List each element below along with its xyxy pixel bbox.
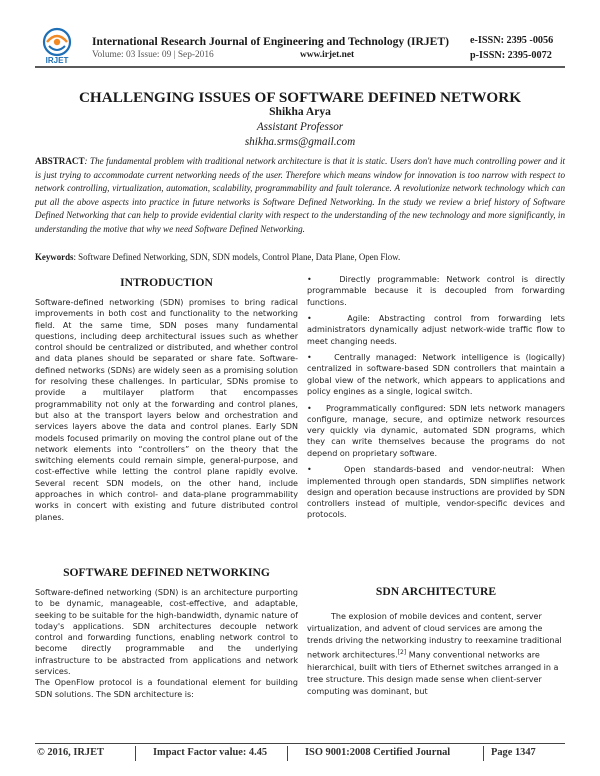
journal-title: International Research Journal of Engineering and Technology (IRJET) <box>92 35 449 48</box>
irjet-logo <box>40 27 74 65</box>
abstract-label: ABSTRACT <box>35 156 85 166</box>
p-issn: p-ISSN: 2395-0072 <box>470 50 552 61</box>
author-name: Shikha Arya <box>269 106 331 118</box>
list-item: • Agile: Abstracting control from forwarding lets administrators dynamically adjust network-wide traffic flow to meet changing needs. <box>307 314 565 346</box>
keywords-label: Keywords <box>35 252 74 262</box>
sdn-architecture-body: The explosion of mobile devices and content, server virtualization, and advent of cloud services are among the trends driving the networking industry to reexamine traditional network architectures.[2] Many conventional networks are hierarchical, built with tiers of Ethernet switches arranged in a tree structure. This design made sense when client-server computing was dominant, but <box>307 612 562 697</box>
introduction-heading: INTRODUCTION <box>120 276 213 289</box>
journal-issue: Volume: 03 Issue: 09 | Sep-2016 <box>92 50 214 60</box>
author-email[interactable]: shikha.srms@gmail.com <box>244 136 356 148</box>
footer-separator <box>287 746 288 761</box>
abstract-text: : The fundamental problem with traditional network architecture is that it is static. Users don't have much controlling power and it is just trying to accommodate current networking needs of the user. Therefore which means window for innovation is too narrow with respect to network controlling, virtualization, automation, scalability, programmability and fault tolerance. A revolutionize network technology which can put all the above aspects into practice in future networks is Software Defined Networking. In the study we review a brief history of Software Defined Networking that can help to provide evidential clarity with respect to the understanding of the new technology and more significantly, in understanding the motive that why we need Software Defined Networking. <box>35 156 565 234</box>
sdn-paragraph-1: Software-defined networking (SDN) is an architecture purporting to be dynamic, manageable, cost-effective, and adaptable, seeking to be suitable for the high-bandwidth, dynamic nature of today's applications. SDN architectures decouple network control and forwarding functions, enabling network control to become directly programmable and the underlying infrastructure to be abstracted from applications and network services. <box>35 588 298 677</box>
introduction-body <box>35 297 298 523</box>
footer-iso: ISO 9001:2008 Certified Journal <box>305 747 451 758</box>
footer-page-number: Page 1347 <box>491 747 536 758</box>
footer-divider <box>35 743 565 744</box>
footer-separator <box>135 746 136 761</box>
journal-header <box>0 0 600 68</box>
sdn-properties-list <box>307 274 565 526</box>
paper-title: CHALLENGING ISSUES OF SOFTWARE DEFINED NETWORK <box>78 89 522 106</box>
introduction-paragraph: Software-defined networking (SDN) promises to bring radical improvements in both cost and functionality to the networking field. At the same time, SDN poses many fundamental questions, including deep architectural issues such as whether control should be centralized or distributed, and whether control and data planes should be separated or share fate. Software-defined networks (SDNs) are widely seen as a promising solution for resolving these challenges. In particular, SDNs promise to provide a multilayer platform that encompasses programmability not only at the forwarding and control planes, but also at the transport layers below and orchestration and services layers above the data and control planes. Early SDN models focused primarily on moving the control plane out of the network elements into “controllers” on the theory that the switching elements could remain simple, general-purpose, and cost-effective while letting the control plane rapidly evolve. Several recent SDN models, on the other hand, include approaches in which control- and data-plane programmability works in concert with existing and future distributed control planes. <box>35 298 298 522</box>
footer-copyright: © 2016, IRJET <box>37 747 104 758</box>
header-divider <box>35 66 565 68</box>
page-footer <box>35 746 565 762</box>
footer-impact-factor: Impact Factor value: 4.45 <box>153 747 268 758</box>
list-item: • Centrally managed: Network intelligence is (logically) centralized in software-based SDN controllers that maintain a global view of the network, which appears to applications and policy engines as a single, logical switch. <box>307 353 566 397</box>
citation-ref[interactable]: [2] <box>397 649 407 657</box>
sdn-paragraph-2: The OpenFlow protocol is a foundational element for building SDN solutions. The SDN architecture is: <box>35 678 298 699</box>
keywords-text: : Software Defined Networking, SDN, SDN models, Control Plane, Data Plane, Open Flow. <box>73 252 401 262</box>
author-role: Assistant Professor <box>256 121 344 133</box>
list-item: • Directly programmable: Network control is directly programmable because it is decoupled from forwarding functions. <box>307 275 565 307</box>
sdn-body <box>35 587 298 700</box>
list-item: • Open standards-based and vendor-neutral: When implemented through open standards, SDN simplifies network design and operation because instructions are provided by SDN controllers instead of multiple, vendor-specific devices and protocols. <box>307 465 565 520</box>
abstract <box>35 155 565 236</box>
e-issn: e-ISSN: 2395 -0056 <box>470 35 554 46</box>
journal-url[interactable]: www.irjet.net <box>300 50 355 60</box>
keywords <box>35 252 565 262</box>
sdn-heading: SOFTWARE DEFINED NETWORKING <box>63 566 270 579</box>
sdn-architecture-heading: SDN ARCHITECTURE <box>375 585 497 598</box>
footer-separator <box>483 746 484 761</box>
list-item: • Programmatically configured: SDN lets network managers configure, manage, secure, and optimize network resources very quickly via dynamic, automated SDN programs, which they can write themselves because the programs do not depend on proprietary software. <box>307 403 565 458</box>
svg-text:IRJET: IRJET <box>45 56 69 65</box>
